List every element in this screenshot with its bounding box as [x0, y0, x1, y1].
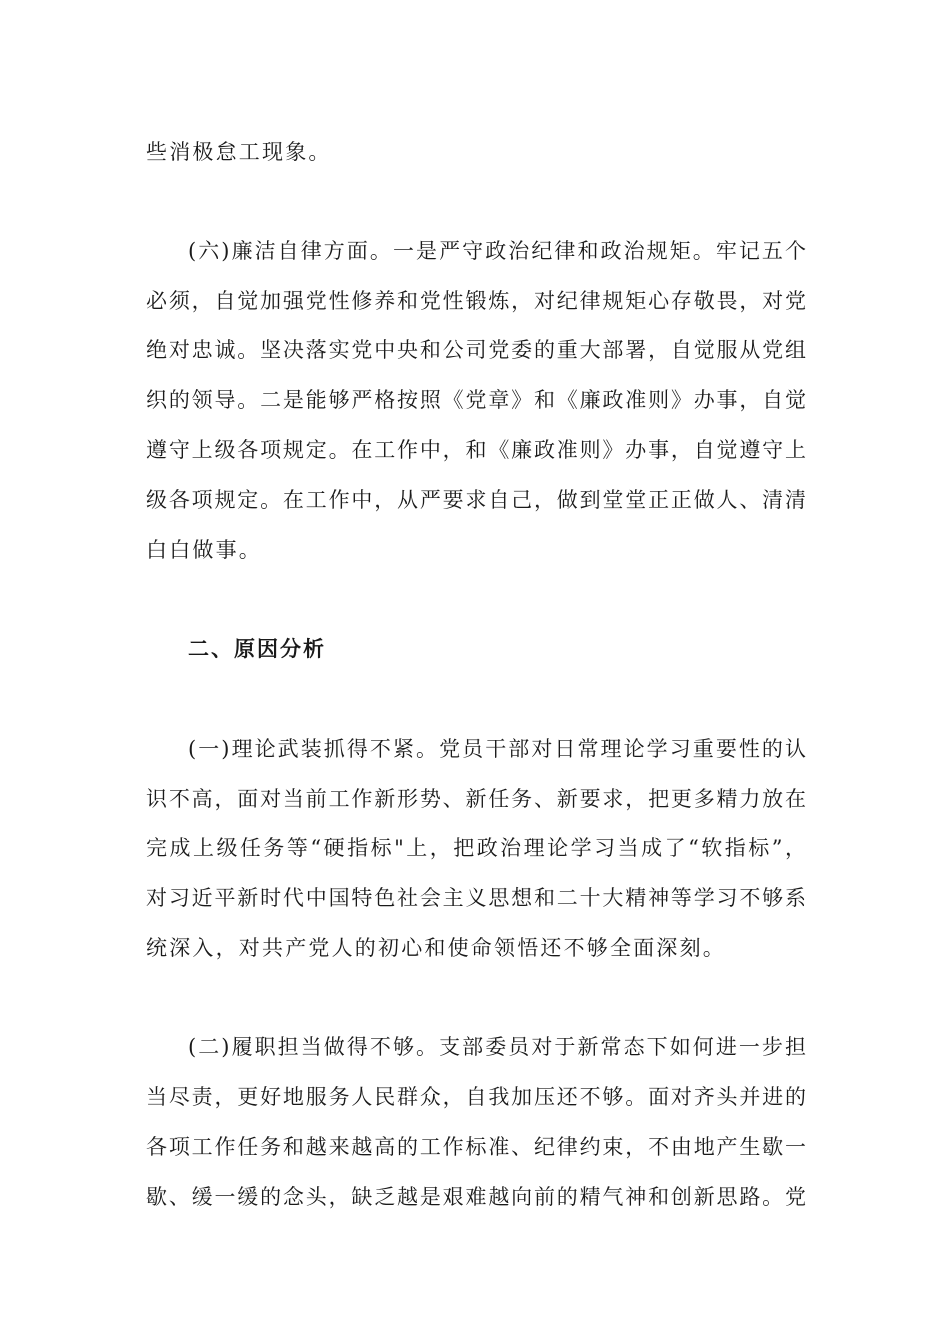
- paragraph-six-line: 级各项规定。在工作中，从严要求自己，做到堂堂正正做人、清清: [146, 488, 806, 512]
- paragraph-six-line: 白白做事。: [146, 538, 262, 562]
- paragraph-six-line: 遵守上级各项规定。在工作中，和《廉政准则》办事，自觉遵守上: [146, 438, 806, 462]
- paragraph-two-line: 当尽责，更好地服务人民群众，自我加压还不够。面对齐头并进的: [146, 1085, 806, 1109]
- paragraph-six-line: 必须，自觉加强党性修养和党性锻炼，对纪律规矩心存敬畏，对党: [146, 289, 806, 313]
- paragraph-six-line: 绝对忠诚。坚决落实党中央和公司党委的重大部署，自觉服从党组: [146, 338, 806, 362]
- paragraph-one-line: (一)理论武装抓得不紧。党员干部对日常理论学习重要性的认: [188, 737, 806, 761]
- paragraph-six-line: (六)廉洁自律方面。一是严守政治纪律和政治规矩。牢记五个: [188, 239, 806, 263]
- paragraph-one-line: 对习近平新时代中国特色社会主义思想和二十大精神等学习不够系: [146, 886, 806, 910]
- paragraph-two-line: 歇、缓一缓的念头，缺乏越是艰难越向前的精气神和创新思路。党: [146, 1185, 806, 1209]
- paragraph-one-line: 识不高，面对当前工作新形势、新任务、新要求，把更多精力放在: [146, 787, 806, 811]
- paragraph-six-line: 织的领导。二是能够严格按照《党章》和《廉政准则》办事，自觉: [146, 388, 806, 412]
- paragraph-two-line: (二)履职担当做得不够。支部委员对于新常态下如何进一步担: [188, 1035, 806, 1059]
- paragraph-continuation-line: 些消极怠工现象。: [146, 140, 332, 164]
- paragraph-two-line: 各项工作任务和越来越高的工作标准、纪律约束，不由地产生歇一: [146, 1135, 806, 1159]
- paragraph-one-line: 完成上级任务等“硬指标"上，把政治理论学习当成了“软指标”，: [146, 836, 806, 860]
- paragraph-one-line: 统深入，对共产党人的初心和使命领悟还不够全面深刻。: [146, 936, 726, 960]
- section-heading: 二、原因分析: [188, 637, 326, 661]
